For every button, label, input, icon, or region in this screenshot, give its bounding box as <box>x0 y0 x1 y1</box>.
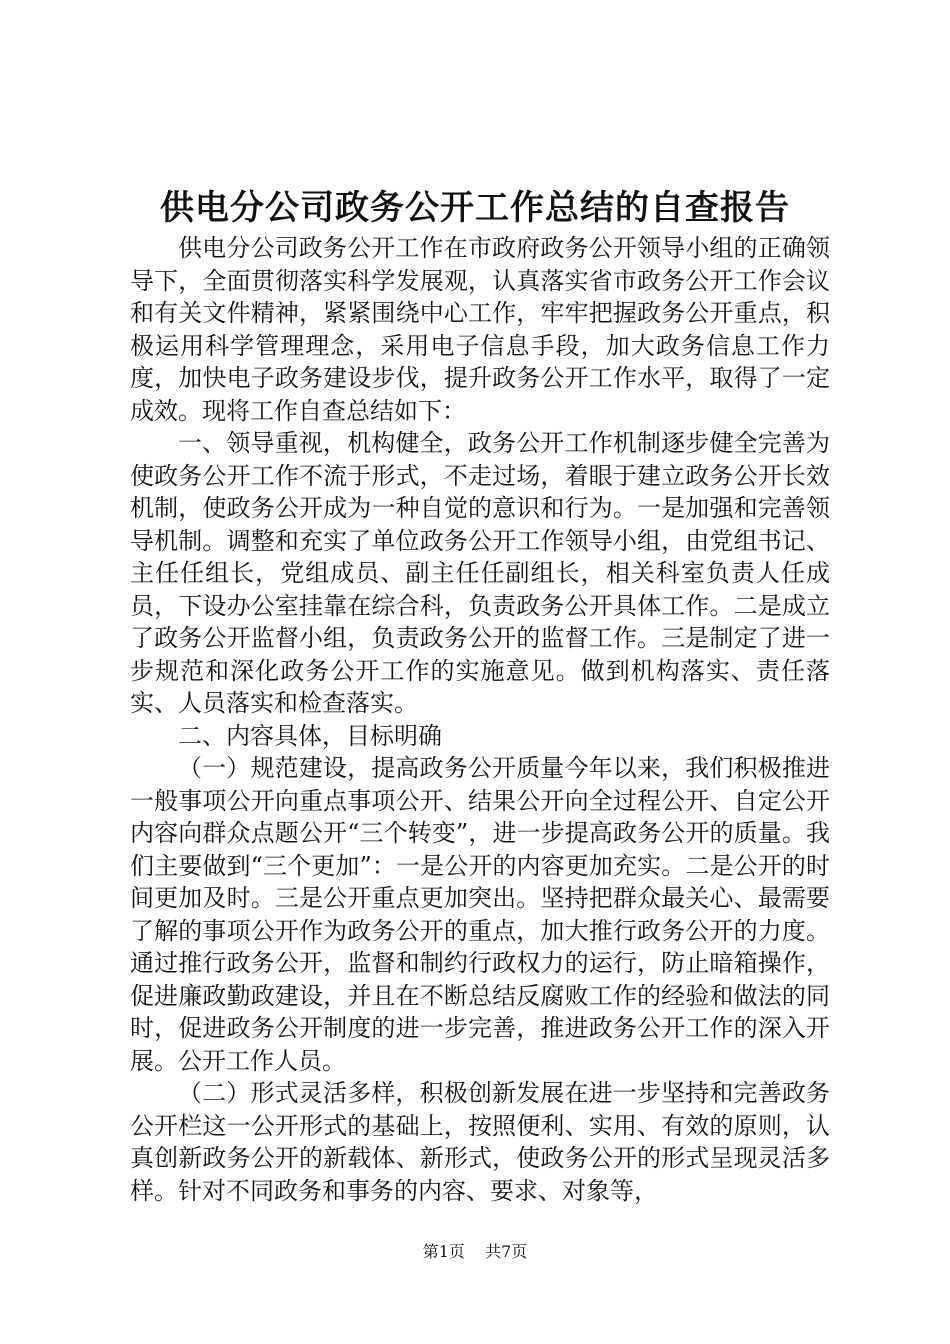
paragraph-subsection-1: （一）规范建设，提高政务公开质量今年以来，我们积极推进一般事项公开向重点事项公开、结果公开向全过程公开、自定公开内容向群众点题公开“三个转变”，进一步提高政务公开的质量。我们主要做到“三个更加”：一是公开的内容更加充实。二是公开的时间更加及时。三是公开重点更加突出。坚持把群众最关心、最需要了解的事项公开作为政务公开的重点，加大推行政务公开的力度。通过推行政务公开，监督和制约行政权力的运行，防止暗箱操作，促进廉政勤政建设，并且在不断总结反腐败工作的经验和做法的同时，促进政务公开制度的进一步完善，推进政务公开工作的深入开展。公开工作人员。 <box>130 754 830 1075</box>
paragraph-subsection-2: （二）形式灵活多样，积极创新发展在进一步坚持和完善政务公开栏这一公开形式的基础上，按照便利、实用、有效的原则，认真创新政务公开的新载体、新形式，使政务公开的形式呈现灵活多样。针对不同政务和事务的内容、要求、对象等， <box>130 1079 830 1205</box>
paragraph-section-1: 一、领导重视，机构健全，政务公开工作机制逐步健全完善为使政务公开工作不流于形式，不走过场，着眼于建立政务公开长效机制，使政务公开成为一种自觉的意识和行为。一是加强和完善领导机制。调整和充实了单位政务公开工作领导小组，由党组书记、主任任组长，党组成员、副主任任副组长，相关科室负责人任成员，下设办公室挂靠在综合科，负责政务公开具体工作。二是成立了政务公开监督小组，负责政务公开的监督工作。三是制定了进一步规范和深化政务公开工作的实施意见。做到机构落实、责任落实、人员落实和检查落实。 <box>130 429 830 717</box>
paragraph-intro: 供电分公司政务公开工作在市政府政务公开领导小组的正确领导下，全面贯彻落实科学发展观，认真落实省市政务公开工作会议和有关文件精神，紧紧围绕中心工作，牢牢把握政务公开重点，积极运用科学管理理念，采用电子信息手段，加大政务信息工作力度，加快电子政务建设步伐，提升政务公开工作水平，取得了一定成效。现将工作自查总结如下： <box>130 234 830 425</box>
page-number-total: 共7页 <box>485 1242 528 1261</box>
document-title: 供电分公司政务公开工作总结的自查报告 <box>160 188 790 228</box>
page-footer <box>0 1240 950 1264</box>
document-body <box>130 232 830 1207</box>
page-number-current: 第1页 <box>422 1242 465 1261</box>
paragraph-section-2-heading: 二、内容具体，目标明确 <box>178 721 442 750</box>
